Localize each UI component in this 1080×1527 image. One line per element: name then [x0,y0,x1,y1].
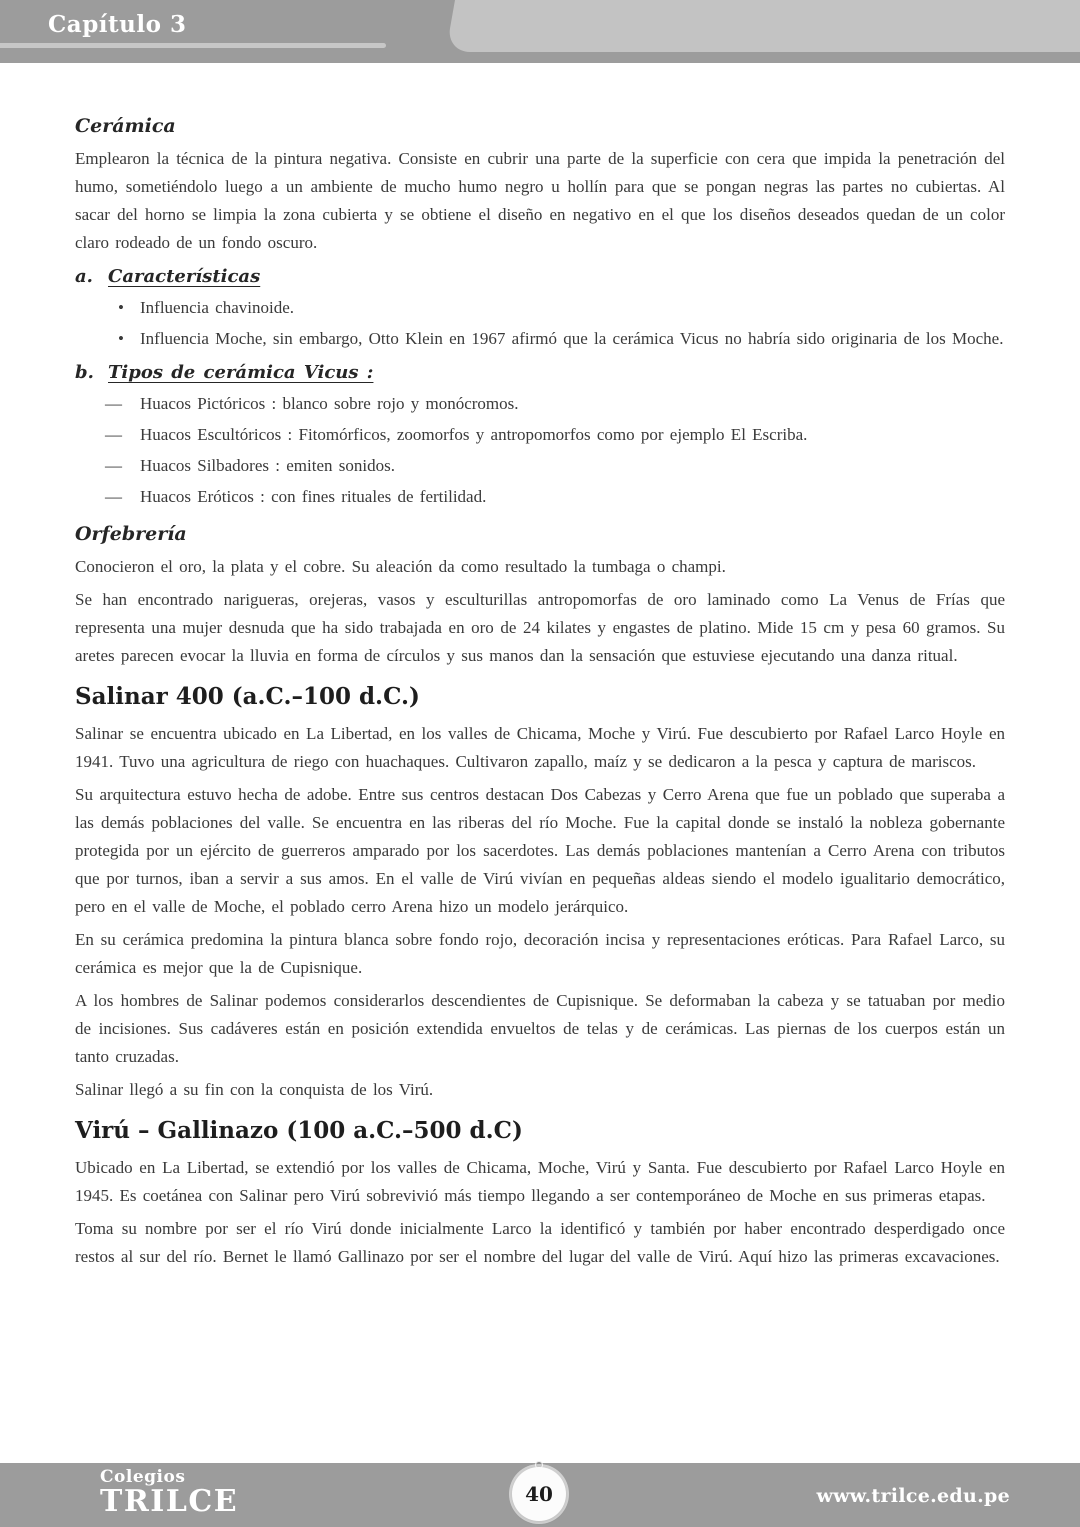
paragraph: Salinar se encuentra ubicado en La Libertad, en los valles de Chicama, Moche y Virú. Fue descubierto por Rafael Larco Hoyle en 1941. Tuvo una agricultura de riego con huachaques. Cultivaron zapallo, maíz y se dedicaron a la pesca y captura de mariscos. [75,724,1005,771]
paragraph: Emplearon la técnica de la pintura negativa. Consiste en cubrir una parte de la superficie con cera que impida la penetración del humo, sometiéndolo luego a un ambiente de mucho humo negro u hollín para que se pongan negras las partes no cubiertas. Al sacar del horno se limpia la zona cubierta y se obtiene el diseño en negativo en el que los diseños deseados quedan de un color claro rodeado de un fondo oscuro. [75,149,1005,252]
list-item-text: Huacos Escultóricos : Fitomórficos, zoomorfos y antropomorfos como por ejemplo El Escriba. [140,425,808,444]
chapter-title-underline [0,43,386,48]
section-orfebreria [75,521,1005,670]
sub-item-a [75,263,1005,291]
paragraph: Conocieron el oro, la plata y el cobre. Su aleación da como resultado la tumbaga o champi. [75,557,726,576]
section-title-viru-gallinazo: Virú – Gallinazo (100 a.C.–500 d.C) [75,1117,523,1144]
list-item [75,294,1005,322]
list-item [75,390,1005,418]
brand-trilce: TRILCE [100,1484,239,1519]
sub-item-title: Características [108,266,261,287]
dash-glyph: — [105,425,122,444]
main-content [0,63,1080,1463]
list-item [75,325,1005,353]
paragraph: Ubicado en La Libertad, se extendió por los valles de Chicama, Moche, Virú y Santa. Fue descubierto por Rafael Larco Hoyle en 1945. Es coetánea con Salinar pero Virú sobrevivió más tiempo llegando a ser contemporáneo de Moche en sus primeras etapas. [75,1158,1005,1205]
list-item [75,483,1005,511]
dash-list [75,390,1005,511]
dash-glyph: — [105,394,122,413]
paragraph: Salinar llegó a su fin con la conquista de los Virú. [75,1080,434,1099]
sub-item-label: a. [75,266,93,287]
section-title-salinar: Salinar 400 (a.C.–100 d.C.) [75,683,420,710]
footer-website-link[interactable]: www.trilce.edu.pe [816,1485,1010,1507]
section-ceramica [75,113,1005,511]
header-band-dark [446,0,1080,52]
list-item-text: Huacos Silbadores : emiten sonidos. [140,456,395,475]
paragraph: A los hombres de Salinar podemos considerarlos descendientes de Cupisnique. Se deformaban la cabeza y se tatuaban por medio de incisiones. Sus cadáveres están en posición extendida envueltos de telas y de cerámicas. Las piernas de los cuerpos están un tanto cruzadas. [75,991,1005,1066]
bullet-glyph: • [118,298,124,317]
sub-item-b [75,359,1005,387]
section-title-orfebreria: Orfebrería [75,523,187,545]
bullet-list [75,294,1005,353]
paragraph: Toma su nombre por ser el río Virú donde inicialmente Larco la identificó y también por haber encontrado desperdigado once restos al sur del río. Bernet le llamó Gallinazo por ser el nombre del lugar del valle de Virú. Aquí hizo las primeras excavaciones. [75,1219,1005,1266]
chapter-header [0,0,1080,63]
list-item-text: Huacos Eróticos : con fines rituales de fertilidad. [140,487,487,506]
section-title-ceramica: Cerámica [75,115,176,137]
list-item-text: Influencia Moche, sin embargo, Otto Klein en 1967 afirmó que la cerámica Vicus no habría sido originaria de los Moche. [140,329,1004,348]
bullet-glyph: • [118,329,124,348]
list-item-text: Huacos Pictóricos : blanco sobre rojo y monócromos. [140,394,519,413]
chapter-title: Capítulo 3 [48,11,187,38]
list-item-text: Influencia chavinoide. [140,298,294,317]
section-viru-gallinazo [75,1115,1005,1271]
list-item [75,421,1005,449]
sub-item-title: Tipos de cerámica Vicus : [108,362,374,383]
dash-glyph: — [105,456,122,475]
brand-colegios: Colegios [100,1467,186,1487]
paragraph: Se han encontrado narigueras, orejeras, vasos y esculturillas antropomorfas de oro laminado como La Venus de Frías que representa una mujer desnuda que ha sido trabajada en oro de 24 kilates y engastes de platino. Mide 15 cm y pesa 60 gramos. Su aretes parecen evocar la lluvia en forma de círculos y sus manos dan la sensación que estuviese ejecutando una danza ritual. [75,590,1005,665]
section-salinar [75,681,1005,1104]
brand-logo [100,1468,238,1517]
paragraph: Su arquitectura estuvo hecha de adobe. Entre sus centros destacan Dos Cabezas y Cerro Arena que fue un poblado que superaba a las demás poblaciones del valle. Se encuentra en las riberas del río Moche. Fue la capital donde se instaló la nobleza gobernante protegida por un ejército de guerreros amparado por los sacerdotes. Las demás poblaciones mantenían a Cerro Arena con tributos que por turnos, iban a servir a sus amos. En el valle de Virú vivían en pequeñas aldeas siendo el modelo igualitario democrático, pero en el valle de Moche, el poblado cerro Arena hizo un modelo jerárquico. [75,785,1005,916]
sub-item-label: b. [75,362,94,383]
page-number-badge [512,1467,566,1521]
list-item [75,452,1005,480]
paragraph: En su cerámica predomina la pintura blanca sobre fondo rojo, decoración incisa y representaciones eróticas. Para Rafael Larco, su cerámica es mejor que la de Cupisnique. [75,930,1005,977]
dash-glyph: — [105,487,122,506]
page-number: 40 [525,1482,553,1506]
